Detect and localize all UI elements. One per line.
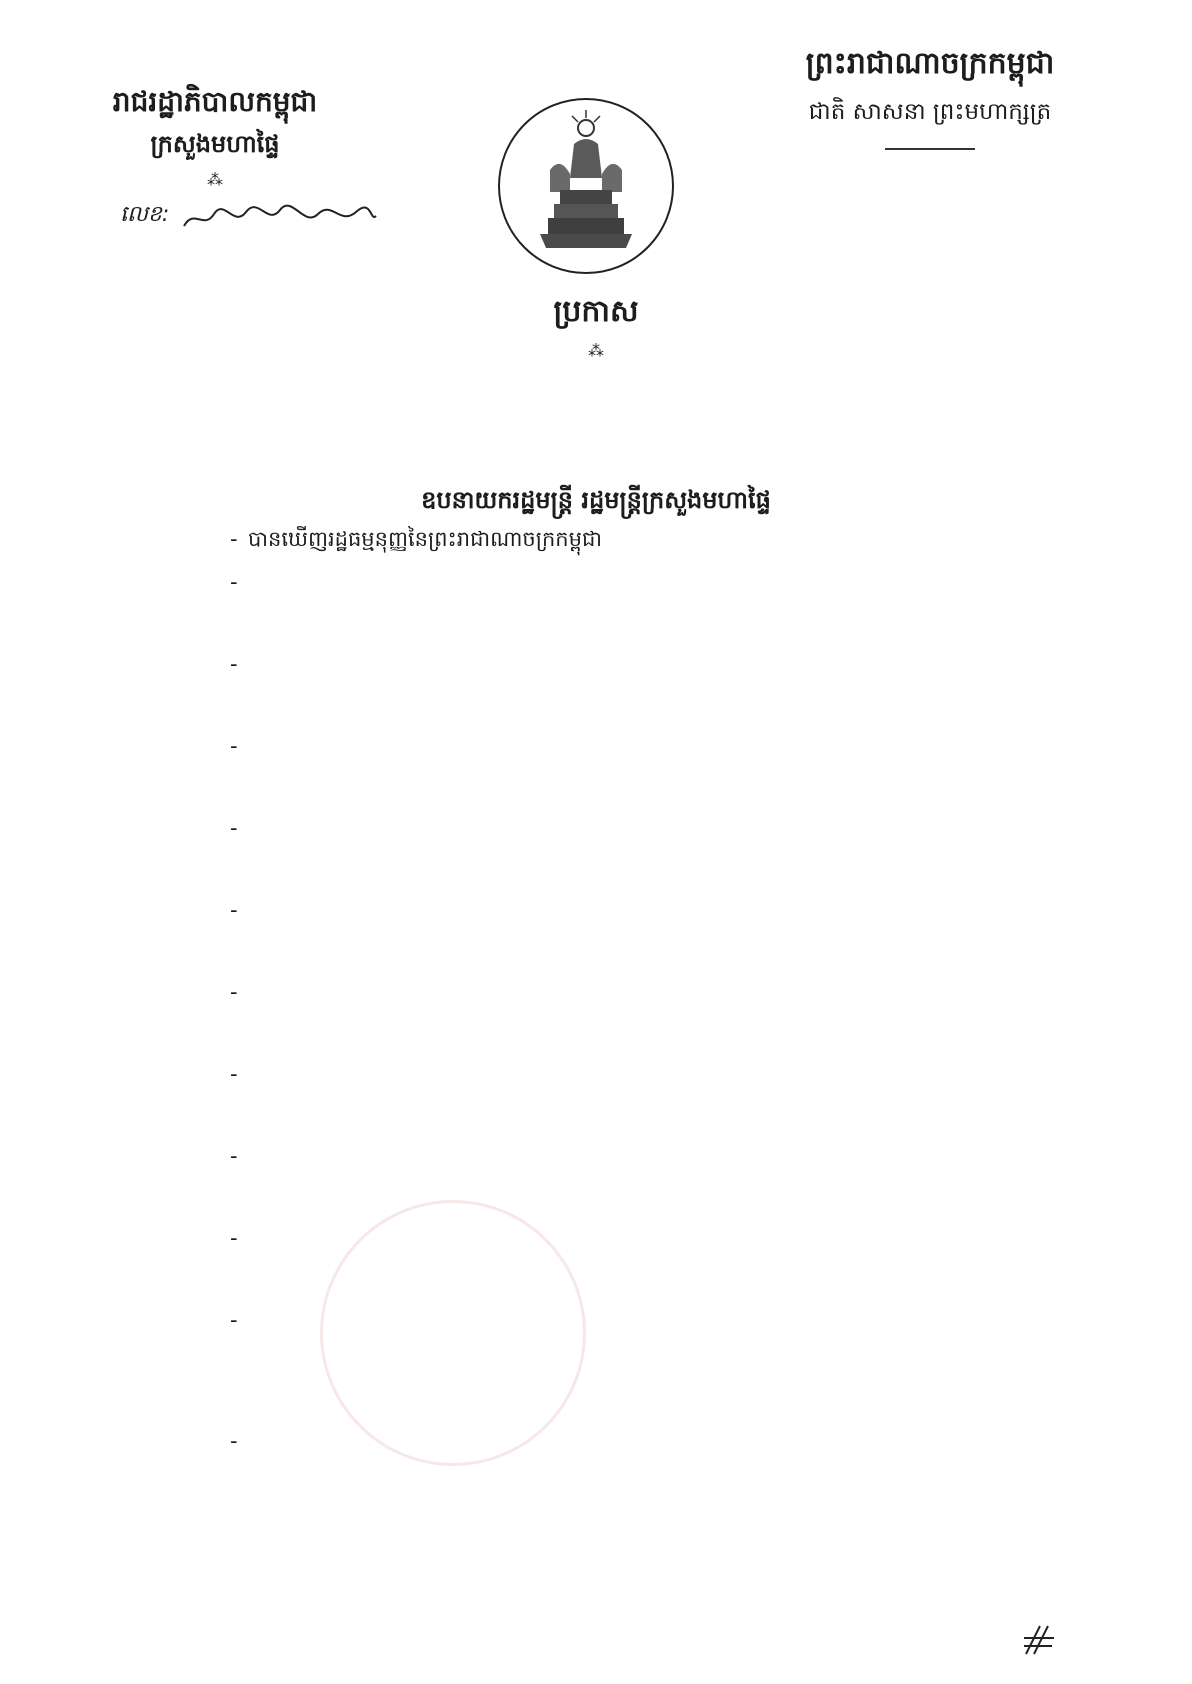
government-title: រាជរដ្ឋាភិបាលកម្ពុជា xyxy=(112,85,318,118)
document-title-main: ប្រកាស xyxy=(553,294,639,329)
document-title xyxy=(0,290,1192,368)
recital-item xyxy=(230,1137,1100,1215)
recitals-list xyxy=(230,520,1100,1621)
recital-item xyxy=(230,727,1100,805)
recital-item xyxy=(230,563,1100,641)
government-header xyxy=(85,80,345,190)
header-ornament: ⁂ xyxy=(207,170,223,189)
recital-item xyxy=(230,891,1100,969)
recital-item xyxy=(230,809,1100,887)
emblem-icon xyxy=(500,100,672,272)
ministry-name: ក្រសួងមហាផ្ទៃ xyxy=(150,130,280,158)
issuer-title: ឧបនាយករដ្ឋមន្ត្រី រដ្ឋមន្ត្រីក្រសួងមហាផ្ទៃ xyxy=(421,486,771,514)
kingdom-header xyxy=(760,40,1100,150)
recital-item: - បានឃើញរដ្ឋធម្មនុញ្ញនៃព្រះរាជាណាចក្រកម្ពុជា xyxy=(230,520,1100,559)
red-seal-watermark xyxy=(320,1200,586,1466)
kingdom-title: ព្រះរាជាណាចក្រកម្ពុជា xyxy=(805,46,1055,81)
recital-item xyxy=(230,1055,1100,1133)
header-divider xyxy=(885,148,975,150)
title-ornament: ⁂ xyxy=(588,341,604,360)
royal-emblem-seal xyxy=(498,98,674,274)
reference-label: លេខ: xyxy=(120,202,170,227)
national-motto: ជាតិ សាសនា ព្រះមហាក្សត្រ xyxy=(808,99,1052,125)
handwritten-initial-mark xyxy=(1020,1620,1060,1660)
recital-item xyxy=(230,1422,1100,1617)
recital-item xyxy=(230,645,1100,723)
recital-item xyxy=(230,973,1100,1051)
handwritten-reference-signature xyxy=(180,200,380,236)
reference-number xyxy=(120,200,390,236)
